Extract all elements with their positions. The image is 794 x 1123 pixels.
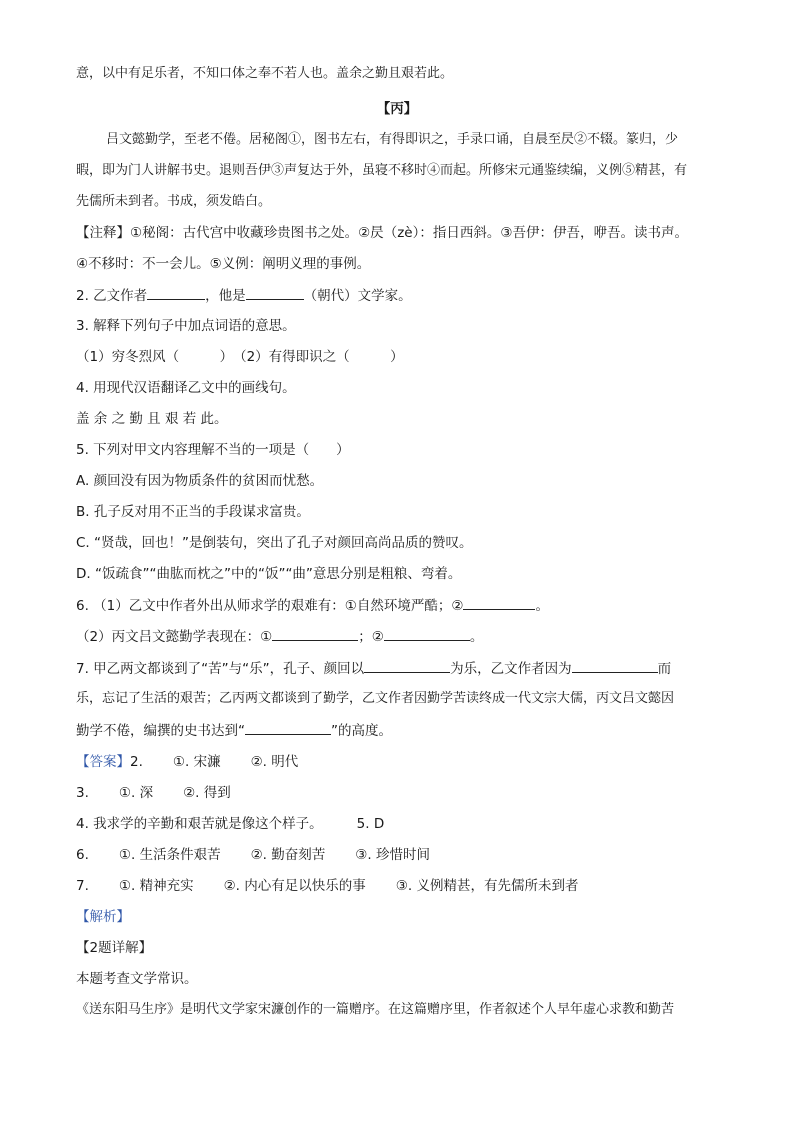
question-7-l1b: 为乐，乙文作者因为	[450, 661, 572, 677]
answer-line-7	[76, 876, 578, 896]
answer-blank[interactable]	[463, 595, 535, 610]
answer-6-num: 6.	[76, 847, 89, 863]
answer-6-item-3: ③. 珍惜时间	[355, 847, 430, 863]
answer-6-item-2: ②. 勤奋刻苦	[250, 847, 326, 863]
notes-line-1: 【注释】①秘阁：古代宫中收藏珍贵图书之处。②昃（zè）：指日西斜。③吾伊：伊吾，咿吾。读书声。	[76, 225, 688, 241]
question-7-line-2: 乐，忘记了生活的艰苦；乙丙两文都谈到了勤学，乙文作者因勤学苦读终成一代文宗大儒，丙文吕文懿因	[76, 691, 675, 706]
question-6-2-pre: （2）丙文吕文懿勤学表现在：①	[76, 629, 273, 645]
question-2-detail-title: 【2题详解】	[76, 940, 153, 956]
answer-blank[interactable]	[272, 626, 358, 641]
question-4-sentence: 盖 余 之 勤 且 艰 若 此。	[76, 411, 228, 427]
question-2	[76, 285, 412, 306]
question-7-line-1	[76, 658, 671, 679]
option-b: B. 孔子反对用不正当的手段谋求富贵。	[76, 504, 310, 520]
question-4: 4. 用现代汉语翻译乙文中的画线句。	[76, 380, 296, 396]
answer-line-4-5	[76, 814, 384, 834]
option-c: C. “贤哉，回也！”是倒装句，突出了孔子对颜回高尚品质的赞叹。	[76, 535, 473, 551]
question-7-l1a: 7. 甲乙两文都谈到了“苦”与“乐”，孔子、颜回以	[76, 661, 365, 677]
question-6-2-mid: ；②	[358, 629, 384, 645]
answer-blank[interactable]	[147, 285, 205, 300]
question-3-items: （1）穷冬烈风（ ） （2）有得即识之（ ）	[76, 349, 404, 365]
answer-7-num: 7.	[76, 878, 89, 894]
bing-text-line-1: 吕文懿勤学，至老不倦。居秘阁①，图书左右，有得即识之，手录口诵，自晨至昃②不辍。篆归，少	[106, 132, 679, 147]
answer-2-item-1: ①. 宋濂	[172, 754, 221, 770]
question-2-detail-line-1: 本题考查文学常识。	[76, 971, 198, 987]
question-5: 5. 下列对甲文内容理解不当的一项是（ ）	[76, 442, 350, 458]
answer-line-3	[76, 783, 231, 803]
question-2-pre: 2. 乙文作者	[76, 288, 148, 304]
answer-blank[interactable]	[245, 720, 331, 735]
question-7-l3b: ”的高度。	[331, 723, 392, 739]
answer-7-item-2: ②. 内心有足以快乐的事	[223, 878, 366, 894]
answer-line-6	[76, 845, 430, 865]
analysis-tag: 【解析】	[76, 909, 130, 925]
answer-blank[interactable]	[364, 658, 450, 673]
question-2-detail-line-2: 《送东阳马生序》是明代文学家宋濂创作的一篇赠序。在这篇赠序里，作者叙述个人早年虚心求教和勤苦	[76, 1002, 675, 1017]
question-6-1-pre: 6. （1）乙文中作者外出从师求学的艰难有：①自然环境严酷；②	[76, 598, 464, 614]
section-bing-title: 【丙】	[376, 101, 418, 117]
bing-text-line-3: 先儒所未到者。书成，须发皓白。	[76, 194, 272, 209]
option-d: D. “饭疏食”“曲肱而枕之”中的“饭”“曲”意思分别是粗粮、弯着。	[76, 566, 462, 582]
question-7-l3a: 勤学不倦，编撰的史书达到“	[76, 723, 245, 739]
option-a: A. 颜回没有因为物质条件的贫困而忧愁。	[76, 473, 324, 489]
answer-blank[interactable]	[384, 626, 470, 641]
question-6-1	[76, 595, 549, 616]
question-6-1-post: 。	[535, 598, 549, 614]
answer-tag: 【答案】	[76, 754, 130, 770]
answer-6-item-1: ①. 生活条件艰苦	[118, 847, 221, 863]
answer-7-item-3: ③. 义例精甚，有先儒所未到者	[395, 878, 579, 894]
answer-7-item-1: ①. 精神充实	[118, 878, 194, 894]
question-6-2-post: 。	[469, 629, 484, 645]
question-2-post: （朝代）文学家。	[303, 288, 412, 304]
passage-jia-tail: 意，以中有足乐者，不知口体之奉不若人也。盖余之勤且艰若此。	[76, 66, 454, 81]
notes-line-2: ④不移时：不一会儿。⑤义例：阐明义理的事例。	[76, 256, 371, 272]
answer-blank[interactable]	[572, 658, 658, 673]
answer-2-item-2: ②. 明代	[250, 754, 299, 770]
answer-4: 4. 我求学的辛勤和艰苦就是像这个样子。	[76, 816, 323, 832]
answer-line-2	[76, 752, 298, 772]
answer-3-num: 3.	[76, 785, 89, 801]
answer-2-num: 2.	[130, 754, 143, 770]
question-7-line-3	[76, 720, 392, 741]
answer-blank[interactable]	[246, 285, 304, 300]
question-7-l1c: 而	[657, 661, 672, 677]
question-3: 3. 解释下列句子中加点词语的意思。	[76, 318, 296, 334]
question-2-mid: ，他是	[205, 288, 246, 304]
answer-5: 5. D	[356, 816, 385, 832]
answer-3-item-2: ②. 得到	[183, 785, 231, 801]
question-6-2	[76, 626, 483, 647]
answer-3-item-1: ①. 深	[118, 785, 154, 801]
bing-text-line-2: 暇，即为门人讲解书史。退则吾伊③声复达于外，虽寝不移时④而起。所修宋元通鉴续编，义例⑤精甚，有	[76, 163, 688, 178]
